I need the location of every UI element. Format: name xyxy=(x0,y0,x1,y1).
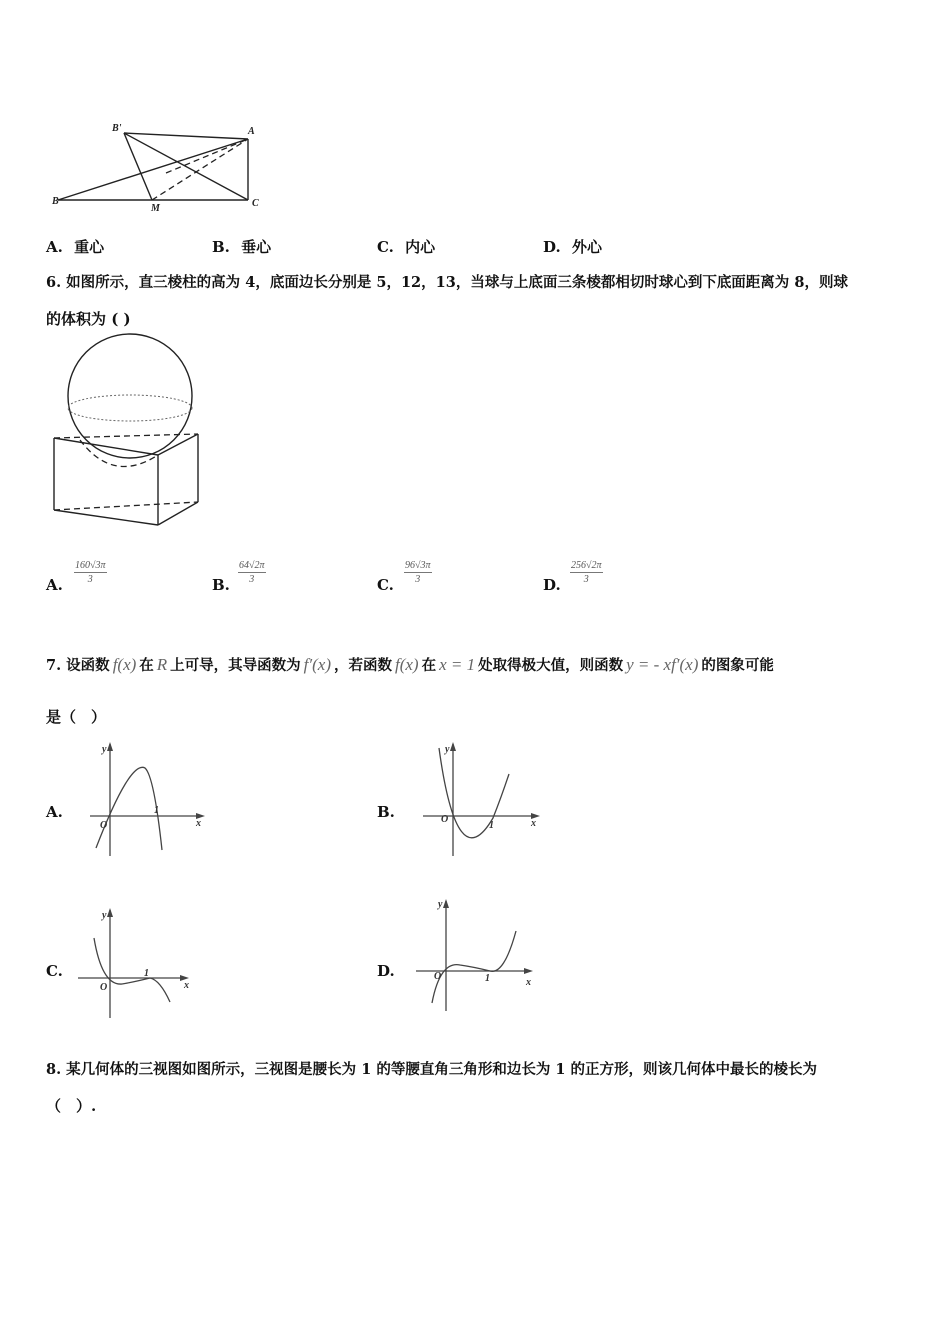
origin-label: O xyxy=(100,982,108,993)
q6-stem-line2: 的体积为 ( ) xyxy=(46,310,131,328)
option-letter: B. xyxy=(212,238,230,256)
q7-text: 7. 设函数 xyxy=(46,657,110,674)
q7-option-b[interactable]: B. xyxy=(377,803,395,821)
label-c: C xyxy=(252,198,259,209)
option-text: 内心 xyxy=(405,238,436,256)
q6-option-c[interactable] xyxy=(377,576,394,594)
q5-option-d[interactable] xyxy=(543,236,602,257)
label-b: B xyxy=(52,196,59,207)
q6-option-b[interactable] xyxy=(212,576,230,594)
q5-triangle-figure xyxy=(40,118,280,218)
option-letter: C. xyxy=(377,238,394,256)
q7-graph-d xyxy=(410,895,540,1015)
q7-math-fx: f(x) xyxy=(112,655,137,674)
fraction-denominator: 3 xyxy=(249,574,255,585)
fraction-numerator: 256√2π xyxy=(571,560,602,571)
fraction-numerator: 96√3π xyxy=(405,560,431,571)
axis-y-label: y xyxy=(102,910,107,921)
option-letter: C. xyxy=(377,576,394,594)
option-text: 垂心 xyxy=(241,238,272,256)
axis-y-label: y xyxy=(445,744,450,755)
origin-label: O xyxy=(441,814,449,825)
tick-one-label: 1 xyxy=(485,973,490,984)
label-b-prime: B' xyxy=(112,123,122,134)
axis-x-label: x xyxy=(184,980,189,991)
axis-x-label: x xyxy=(531,818,536,829)
origin-label: O xyxy=(100,820,108,831)
q7-option-c[interactable]: C. xyxy=(46,962,63,980)
q8-stem-line1: 8. 某几何体的三视图如图所示，三视图是腰长为 1 的等腰直角三角形和边长为 1 的正方形，则该几何体中最长的棱长为 xyxy=(46,1061,818,1078)
option-letter: A. xyxy=(46,576,63,594)
q7-math-fx2: f(x) xyxy=(394,655,419,674)
q7-stem-line1 xyxy=(46,654,774,675)
q6-option-d-fraction xyxy=(570,559,603,586)
q7-option-d[interactable]: D. xyxy=(377,962,395,980)
q7-math-r: R xyxy=(156,655,168,674)
q7-text: 上可导，其导函数为 xyxy=(170,657,301,674)
option-text: 重心 xyxy=(74,238,105,256)
q6-option-c-fraction xyxy=(404,559,432,586)
tick-one-label: 1 xyxy=(489,820,494,831)
q7-option-a[interactable]: A. xyxy=(46,803,63,821)
fraction-denominator: 3 xyxy=(87,574,93,585)
q6-stem-line1: 6. 如图所示，直三棱柱的高为 4，底面边长分别是 5，12，13，当球与上底面三条棱都相切时球心到下底面距离为 8，则球 xyxy=(46,274,848,291)
q7-text: ，若函数 xyxy=(333,657,392,674)
label-a: A xyxy=(248,126,255,137)
fraction-numerator: 64√2π xyxy=(239,560,265,571)
axis-x-label: x xyxy=(196,818,201,829)
q7-text: 的图象可能 xyxy=(701,657,774,674)
option-letter: B. xyxy=(212,576,230,594)
label-m: M xyxy=(151,203,160,214)
tick-one-label: 1 xyxy=(154,805,159,816)
q6-option-a[interactable] xyxy=(46,576,63,594)
q7-graph-a xyxy=(90,740,210,860)
q7-stem-line2: 是（ ） xyxy=(46,708,107,726)
q5-option-a[interactable] xyxy=(46,236,104,257)
q7-text: 在 xyxy=(139,657,154,674)
axis-x-label: x xyxy=(526,977,531,988)
fraction-numerator: 160√3π xyxy=(75,560,106,571)
q7-text: 在 xyxy=(421,657,437,674)
q7-graph-b xyxy=(415,740,545,860)
tick-one-label: 1 xyxy=(144,968,149,979)
q7-math-x1: x = 1 xyxy=(439,655,476,674)
q6-option-b-fraction xyxy=(238,559,266,586)
q7-graph-c xyxy=(78,902,198,1022)
q7-math-fprime: f′(x) xyxy=(303,655,331,674)
q6-sphere-prism-figure xyxy=(48,326,208,531)
fraction-denominator: 3 xyxy=(415,574,421,585)
q7-text: 处取得极大值，则函数 xyxy=(478,657,624,674)
q8-stem-line2: （ ）. xyxy=(46,1097,97,1115)
option-letter: D. xyxy=(543,238,561,256)
fraction-denominator: 3 xyxy=(583,574,589,585)
option-letter: D. xyxy=(543,576,561,594)
axis-y-label: y xyxy=(438,899,443,910)
axis-y-label: y xyxy=(102,744,107,755)
q6-option-d[interactable] xyxy=(543,576,561,594)
option-text: 外心 xyxy=(571,238,602,256)
q5-option-b[interactable] xyxy=(212,236,271,257)
origin-label: O xyxy=(434,971,442,982)
q6-option-a-fraction xyxy=(74,559,107,586)
option-letter: A. xyxy=(46,238,63,256)
q5-option-c[interactable] xyxy=(377,236,435,257)
q7-math-y: y = - xf′(x) xyxy=(626,655,699,674)
